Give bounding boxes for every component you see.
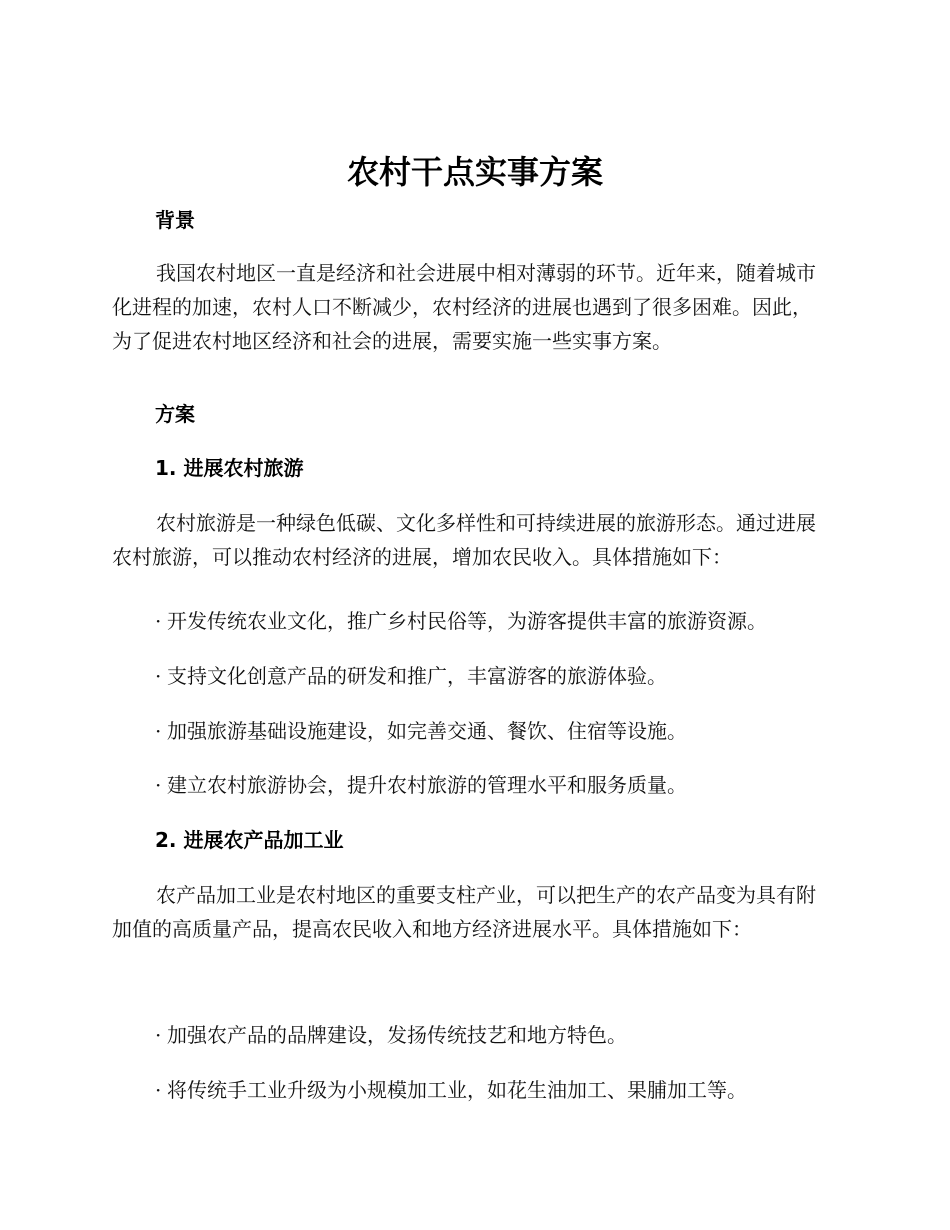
paragraph-item-2: 农产品加工业是农村地区的重要支柱产业，可以把生产的农产品变为具有附加值的高质量产品，提高农民收入和地方经济进展水平。具体措施如下： [112, 883, 816, 941]
heading-background: 背景 [155, 208, 195, 232]
bullet-marker: · [155, 719, 162, 743]
bullet-item [155, 606, 767, 636]
bullet-marker: · [155, 609, 162, 633]
heading-plan: 方案 [155, 402, 195, 426]
bullet-text: 将传统手工业升级为小规模加工业，如花生油加工、果脯加工等。 [167, 1078, 747, 1102]
bullet-marker: · [155, 1023, 162, 1047]
bullet-item [155, 1075, 747, 1105]
paragraph-background: 我国农村地区一直是经济和社会进展中相对薄弱的环节。近年来，随着城市化进程的加速，农村人口不断减少，农村经济的进展也遇到了很多困难。因此，为了促进农村地区经济和社会的进展，需要实施一些实事方案。 [112, 261, 816, 353]
bullet-item [155, 661, 667, 691]
heading-item-1: 1. 进展农村旅游 [155, 456, 304, 480]
bullet-text: 开发传统农业文化，推广乡村民俗等，为游客提供丰富的旅游资源。 [167, 609, 767, 633]
bullet-marker: · [155, 1078, 162, 1102]
bullet-marker: · [155, 773, 162, 797]
bullet-text: 加强农产品的品牌建设，发扬传统技艺和地方特色。 [167, 1023, 627, 1047]
document-title: 农村干点实事方案 [346, 153, 603, 191]
bullet-item [155, 770, 687, 800]
bullet-text: 加强旅游基础设施建设，如完善交通、餐饮、住宿等设施。 [167, 719, 687, 743]
bullet-item [155, 716, 687, 746]
bullet-text: 支持文化创意产品的研发和推广，丰富游客的旅游体验。 [167, 664, 667, 688]
heading-item-2: 2. 进展农产品加工业 [155, 828, 344, 852]
bullet-item [155, 1020, 627, 1050]
paragraph-item-1: 农村旅游是一种绿色低碳、文化多样性和可持续进展的旅游形态。通过进展农村旅游，可以推动农村经济的进展，增加农民收入。具体措施如下： [112, 511, 816, 569]
bullet-marker: · [155, 664, 162, 688]
bullet-text: 建立农村旅游协会，提升农村旅游的管理水平和服务质量。 [167, 773, 687, 797]
